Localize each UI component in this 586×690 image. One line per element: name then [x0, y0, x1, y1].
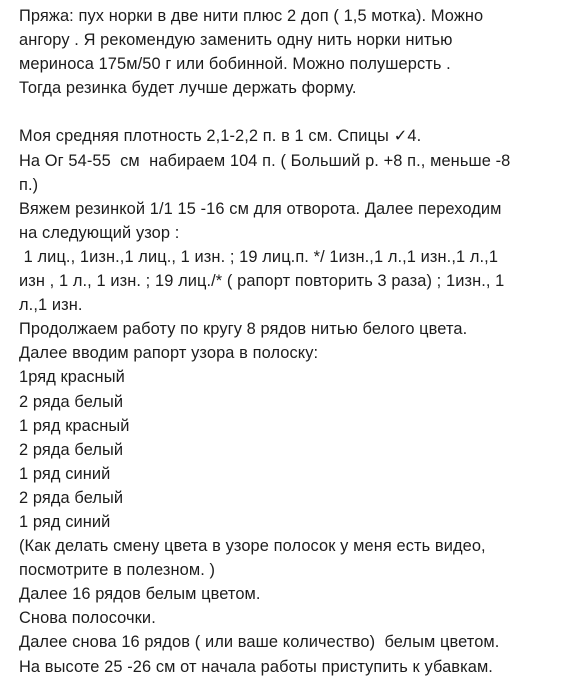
- text-line: на следующий узор :: [19, 223, 180, 242]
- text-line: На высоте 25 -26 см от начала работы приступить к убавкам.: [19, 657, 493, 676]
- text-line: Далее вводим рапорт узора в полоску:: [19, 344, 319, 363]
- stripe-row: 2 ряда белый: [19, 440, 124, 459]
- text-line: Далее 16 рядов белым цветом.: [19, 585, 261, 604]
- text-line-yarn: Пряжа: пух норки в две нити плюс 2 доп ( 1,5 мотка). Можно: [19, 7, 484, 25]
- text-line-pattern: изн , 1 л., 1 изн. ; 19 лиц./* ( рапорт повторить 3 раза) ; 1изн., 1: [19, 272, 505, 291]
- stripe-row: 1 ряд синий: [19, 512, 111, 531]
- stripe-row: 2 ряда белый: [19, 392, 124, 411]
- text-line: посмотрите в полезном. ): [19, 561, 216, 580]
- text-line: п.): [19, 175, 39, 194]
- text-line: Тогда резинка будет лучше держать форму.: [19, 79, 357, 98]
- text-line-ribbing: Вяжем резинкой 1/1 15 -16 см для отворота. Далее переходим: [19, 199, 502, 218]
- stripe-row: 1ряд красный: [19, 368, 125, 387]
- text-line-pattern: л.,1 изн.: [19, 296, 83, 315]
- text-line-cast-on: На Ог 54-55 см набираем 104 п. ( Больший р. +8 п., меньше -8: [19, 151, 511, 170]
- text-line: (Как делать смену цвета в узоре полосок у меня есть видео,: [19, 537, 486, 556]
- text-line: Снова полосочки.: [19, 609, 156, 628]
- text-line: Далее снова 16 рядов ( или ваше количество) белым цветом.: [19, 633, 500, 652]
- text-line: ангору . Я рекомендую заменить одну нить норки нитью: [19, 31, 453, 50]
- text-line-pattern: 1 лиц., 1изн.,1 лиц., 1 изн. ; 19 лиц.п. */ 1изн.,1 л.,1 изн.,1 л.,1: [19, 247, 499, 266]
- text-line: Продолжаем работу по кругу 8 рядов нитью белого цвета.: [19, 320, 468, 339]
- text-line-gauge: Моя средняя плотность 2,1-2,2 п. в 1 см. Спицы ✓4.: [19, 127, 422, 146]
- stripe-row: 2 ряда белый: [19, 488, 124, 507]
- stripe-row: 1 ряд синий: [19, 464, 111, 483]
- stripe-row: 1 ряд красный: [19, 416, 130, 435]
- text-line: мериноса 175м/50 г или бобинной. Можно полушерсть .: [19, 55, 451, 74]
- blank-line: [19, 100, 576, 124]
